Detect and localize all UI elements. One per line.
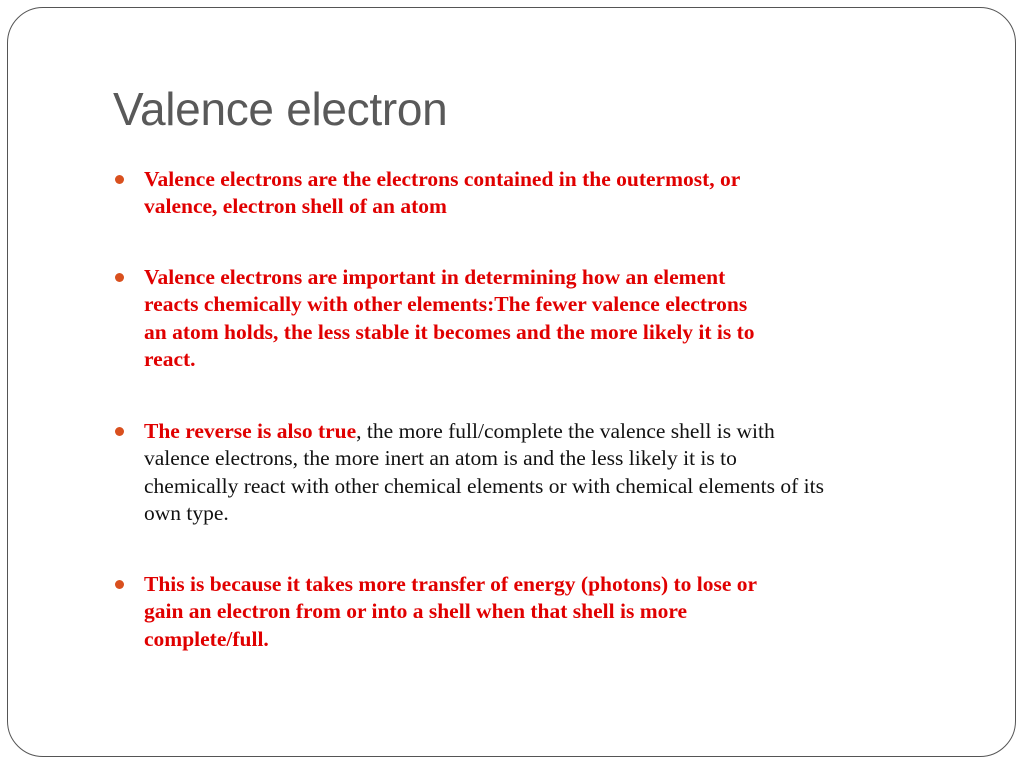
- bullet-text-line: gain an electron from or into a shell when that shell is more: [144, 599, 688, 624]
- bullet-item-2: [144, 264, 974, 373]
- bullet-text-line: complete/full.: [144, 626, 269, 651]
- bullet-item-3: [144, 418, 974, 527]
- bullet-text-line: Valence electrons are the electrons contained in the outermost, or: [144, 167, 741, 191]
- bullet-dot-icon: [115, 580, 124, 589]
- bullet-text-line: Valence electrons are important in determining how an element: [144, 265, 726, 289]
- bullet-dot-icon: [115, 273, 124, 282]
- bullet-text-line: an atom holds, the less stable it becomes and the more likely it is to: [144, 319, 755, 344]
- bullet-text-line: [144, 418, 974, 445]
- slide-title: Valence electron: [113, 83, 448, 135]
- bullet-text-line: react.: [144, 346, 196, 371]
- bullet-dot-icon: [115, 427, 124, 436]
- bullet-text-line: own type.: [144, 500, 229, 525]
- bullet-text-line: reacts chemically with other elements:The fewer valence electrons: [144, 292, 748, 317]
- bullet-text-line: This is because it takes more transfer of energy (photons) to lose or: [144, 572, 758, 596]
- bullet-text-line: valence, electron shell of an atom: [144, 194, 447, 219]
- bullet-text-line: valence electrons, the more inert an atom is and the less likely it is to: [144, 446, 737, 471]
- bullet-item-4: [144, 571, 974, 653]
- bullet-dot-icon: [115, 175, 124, 184]
- bullet-text-line: chemically react with other chemical elements or with chemical elements of its: [144, 473, 824, 498]
- bullet-emphasis: The reverse is also true: [144, 419, 357, 443]
- bullet-body: , the more full/complete the valence shell is with: [356, 419, 775, 443]
- bullet-item-1: [144, 166, 974, 221]
